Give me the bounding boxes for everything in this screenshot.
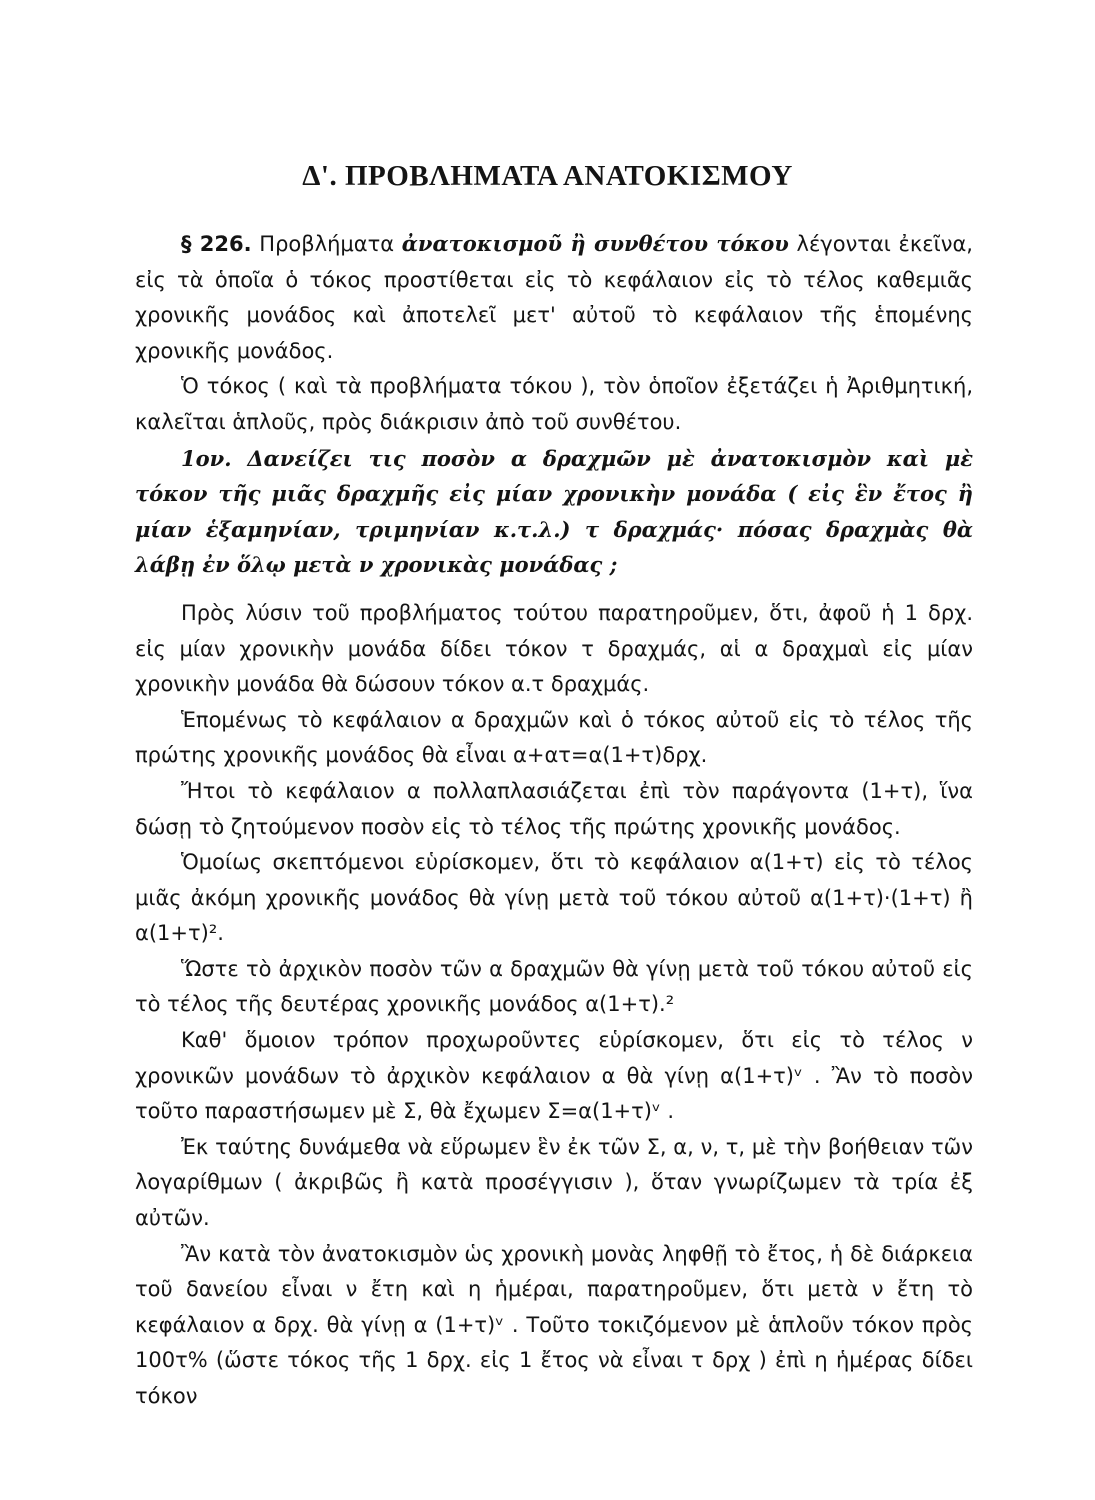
paragraph: Ὥστε τὸ ἀρχικὸν ποσὸν τῶν α δραχμῶν θὰ γίνῃ μετὰ τοῦ τόκου αὐτοῦ εἰς τὸ τέλος τῆς δευτέρας χρονικῆς μονάδος α(1+τ).²: [135, 956, 973, 1017]
paragraph: Ἂν κατὰ τὸν ἀνατοκισμὸν ὡς χρονικὴ μονὰς ληφθῇ τὸ ἔτος, ἡ δὲ διάρκεια τοῦ δανείου εἶναι ν ἔτη καὶ η ἡμέραι, παρατηροῦμεν, ὅτι μετὰ ν ἔτη τὸ κεφάλαιον α δρχ. θὰ γίνῃ α (1+τ)ᵛ . Τοῦτο τοκιζόμενον μὲ ἁπλοῦν τόκον πρὸς 100τ% (ὥστε τόκος τῆς 1 δρχ. εἰς 1 ἔτος νὰ εἶναι τ δρχ ) ἐπὶ η ἡμέρας δίδει τόκον: [135, 1241, 973, 1408]
paragraph: Ἤτοι τὸ κεφάλαιον α πολλαπλασιάζεται ἐπὶ τὸν παράγοντα (1+τ), ἵνα δώσῃ τὸ ζητούμενον ποσὸν εἰς τὸ τέλος τῆς πρώτης χρονικῆς μονάδος.: [135, 778, 973, 839]
chapter-title: Δ'. ΠΡΟΒΛΗΜΑΤΑ ΑΝΑΤΟΚΙΣΜΟΥ: [302, 160, 793, 192]
intro-post: λέγονται ἐκεῖνα, εἰς τὰ ὁποῖα ὁ τόκος προστίθεται εἰς τὸ κεφάλαιον εἰς τὸ τέλος καθεμιᾶς χρονικῆς μονάδος καὶ ἀποτελεῖ μετ' αὐτοῦ τὸ κεφάλαιον τῆς ἑπομένης χρονικῆς μονάδος.: [135, 232, 973, 363]
paragraph: Πρὸς λύσιν τοῦ προβλήματος τούτου παρατηροῦμεν, ὅτι, ἀφοῦ ἡ 1 δρχ. εἰς μίαν χρονικὴν μονάδα δίδει τόκον τ δραχμάς, αἱ α δραχμαὶ εἰς μίαν χρονικὴν μονάδα θὰ δώσουν τόκον α.τ δραχμάς.: [135, 600, 973, 697]
divider: [135, 589, 973, 590]
section-226-paragraph: [135, 226, 973, 369]
paragraph: Καθ' ὅμοιον τρόπον προχωροῦντες εὑρίσκομεν, ὅτι εἰς τὸ τέλος ν χρονικῶν μονάδων τὸ ἀρχικὸν κεφάλαιον α θὰ γίνῃ α(1+τ)ᵛ . Ἂν τὸ ποσὸν τοῦτο παραστήσωμεν μὲ Σ, θὰ ἔχωμεν Σ=α(1+τ)ᵛ .: [135, 1028, 973, 1124]
paragraph: Ἑπομένως τὸ κεφάλαιον α δραχμῶν καὶ ὁ τόκος αὐτοῦ εἰς τὸ τέλος τῆς πρώτης χρονικῆς μονάδος θὰ εἶναι α+ατ=α(1+τ)δρχ.: [135, 707, 973, 768]
paragraph: Ὁμοίως σκεπτόμενοι εὑρίσκομεν, ὅτι τὸ κεφάλαιον α(1+τ) εἰς τὸ τέλος μιᾶς ἀκόμη χρονικῆς μονάδος θὰ γίνῃ μετὰ τοῦ τόκου αὐτοῦ α(1+τ)·(1+τ) ἢ α(1+τ)².: [135, 850, 973, 946]
intro-pre: Προβλήματα: [259, 232, 395, 256]
intro-terms: ἀνατοκισμοῦ ἢ συνθέτου τόκου: [401, 231, 789, 256]
section-number: § 226.: [181, 232, 252, 256]
problem-statement: 1ον. Δανείζει τις ποσὸν α δραχμῶν μὲ ἀνατοκισμὸν καὶ μὲ τόκον τῆς μιᾶς δραχμῆς εἰς μίαν χρονικὴν μονάδα ( εἰς ἓν ἔτος ἢ μίαν ἑξαμηνίαν, τριμηνίαν κ.τ.λ.) τ δραχμάς· πόσας δραχμὰς θὰ λάβῃ ἐν ὅλῳ μετὰ ν χρονικὰς μονάδας ;: [135, 445, 973, 578]
paragraph: Ἐκ ταύτης δυνάμεθα νὰ εὕρωμεν ἓν ἐκ τῶν Σ, α, ν, τ, μὲ τὴν βοήθειαν τῶν λογαρίθμων ( ἀκριβῶς ἢ κατὰ προσέγγισιν ), ὅταν γνωρίζωμεν τὰ τρία ἐξ αὐτῶν.: [135, 1134, 973, 1231]
body-text: [135, 226, 973, 1415]
simple-interest-paragraph: Ὁ τόκος ( καὶ τὰ προβλήματα τόκου ), τὸν ὁποῖον ἐξετάζει ἡ Ἀριθμητική, καλεῖται ἁπλοῦς, πρὸς διάκρισιν ἀπὸ τοῦ συνθέτου.: [135, 374, 973, 434]
